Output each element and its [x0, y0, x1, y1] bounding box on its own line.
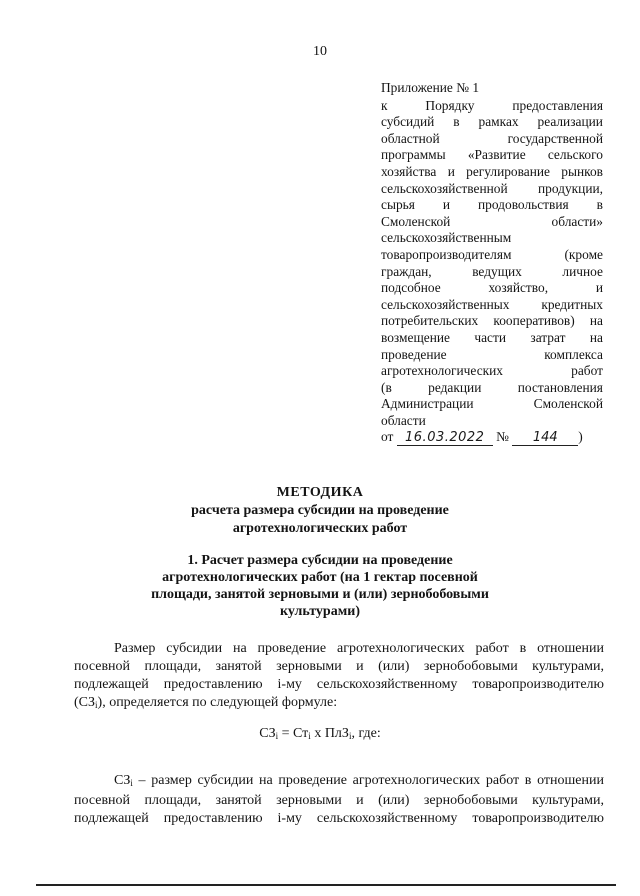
appendix-word: Порядку: [425, 97, 475, 113]
appendix-line: [381, 413, 603, 430]
section-heading-line: культурами): [280, 604, 360, 619]
appendix-word: сырья: [381, 197, 415, 213]
appendix-line: [381, 197, 603, 214]
document-title: [0, 484, 640, 538]
appendix-line: [381, 131, 603, 148]
para-1-line: Размер субсидии на проведение агротехнологических работ в отношении: [114, 641, 604, 656]
appendix-line: [381, 98, 603, 115]
appendix-word: Администрации: [381, 396, 474, 412]
appendix-line: [381, 181, 603, 198]
appendix-word: (кроме: [564, 246, 603, 262]
appendix-word: граждан,: [381, 263, 432, 279]
appendix-word: части: [474, 329, 507, 345]
appendix-line: [381, 313, 603, 330]
appendix-word: сельскохозяйственной: [381, 180, 508, 196]
appendix-header: [381, 80, 603, 446]
appendix-word: и: [447, 163, 455, 179]
appendix-word: продовольствия: [478, 197, 569, 213]
para-2-line: посевной площади, занятой зерновыми и (или) зернобобовыми культурами,: [74, 793, 604, 808]
appendix-word: ведущих: [472, 263, 522, 279]
formula-part: , где:: [351, 726, 381, 741]
para-2-line: подлежащей предоставлению i-му сельскохозяйственному товаропроизводителю: [74, 811, 604, 826]
appendix-line: [381, 380, 603, 397]
appendix-word: сельскохозяйственных: [381, 296, 510, 312]
appendix-reference: [381, 429, 603, 446]
appendix-line: [381, 347, 603, 364]
footer-divider: [36, 884, 616, 886]
appendix-word: потребительских: [381, 313, 479, 329]
para-1-line: [74, 694, 604, 714]
section-heading-line: 1. Расчет размера субсидии на проведение: [187, 553, 453, 568]
appendix-line: [381, 230, 603, 247]
appendix-word: Смоленской: [533, 396, 603, 412]
appendix-line: [381, 147, 603, 164]
appendix-word: кооперативов): [493, 313, 575, 329]
appendix-word: рамках: [478, 114, 519, 130]
appendix-word: реализации: [537, 114, 603, 130]
appendix-line: [381, 280, 603, 297]
appendix-word: товаропроизводителям: [381, 246, 512, 262]
appendix-word: субсидий: [381, 114, 435, 130]
appendix-line: [381, 330, 603, 347]
para-1-line: посевной площади, занятой зерновыми и (или) зернобобовыми культурами,: [74, 659, 604, 674]
appendix-line: [381, 114, 603, 131]
appendix-word: в: [453, 114, 460, 130]
appendix-word: областной: [381, 130, 440, 146]
handwritten-date: 16.03.2022: [397, 430, 493, 446]
appendix-title: Приложение № 1: [381, 80, 480, 95]
appendix-word: подсобное: [381, 280, 441, 296]
appendix-word: хозяйства: [381, 163, 437, 179]
appendix-word: области»: [551, 213, 603, 229]
appendix-line: [381, 264, 603, 281]
paragraph-2: [74, 772, 604, 828]
appendix-word: постановления: [517, 379, 603, 395]
page-number: 10: [313, 44, 327, 59]
appendix-line: [381, 363, 603, 380]
appendix-word: комплекса: [544, 346, 603, 362]
subscript: i: [130, 778, 133, 788]
appendix-word: хозяйство,: [488, 280, 549, 296]
section-heading-line: агротехнологических работ (на 1 гектар посевной: [162, 570, 478, 585]
appendix-word: предоставления: [512, 97, 603, 113]
appendix-line: [381, 247, 603, 264]
number-sign: №: [496, 429, 509, 445]
appendix-line: [381, 164, 603, 181]
subscript: i: [348, 731, 352, 741]
formula-part: х ПлЗ: [310, 726, 349, 741]
appendix-word: продукции,: [537, 180, 603, 196]
appendix-word: агротехнологических: [381, 363, 504, 379]
appendix-word: и: [595, 280, 603, 296]
section-heading: [150, 552, 490, 620]
appendix-word: государственной: [507, 130, 603, 146]
subscript: i: [308, 731, 311, 741]
appendix-word: к: [381, 97, 388, 113]
appendix-word: (в: [381, 379, 392, 395]
appendix-line: [381, 396, 603, 413]
appendix-word: области: [381, 412, 426, 428]
appendix-word: и: [442, 197, 451, 213]
appendix-word: редакции: [428, 379, 482, 395]
appendix-line: [381, 214, 603, 231]
appendix-word: затрат: [530, 329, 566, 345]
appendix-word: регулирование: [466, 163, 550, 179]
appendix-body: [381, 98, 603, 430]
appendix-word: программы: [381, 147, 446, 163]
appendix-word: на: [589, 313, 603, 329]
appendix-word: сельскохозяйственным: [381, 230, 512, 246]
appendix-word: Смоленской: [381, 213, 451, 229]
subscript: i: [275, 731, 279, 741]
formula-part: = Ст: [278, 726, 309, 741]
close-paren: ): [578, 429, 583, 445]
appendix-line: [381, 297, 603, 314]
appendix-word: в: [596, 197, 603, 213]
text-span: – размер субсидии на проведение агротехнологических работ в отношении: [132, 773, 604, 788]
title-line-2: расчета размера субсидии на проведение: [191, 503, 449, 518]
title-main: МЕТОДИКА: [276, 485, 364, 500]
appendix-word: кредитных: [541, 296, 603, 312]
appendix-word: работ: [571, 363, 603, 379]
appendix-word: «Развитие: [467, 147, 526, 163]
appendix-word: личное: [562, 263, 603, 279]
handwritten-number: 144: [512, 430, 578, 446]
para-2-line: [74, 772, 604, 792]
section-heading-line: площади, занятой зерновыми и (или) зернобобовыми: [151, 587, 489, 602]
appendix-word: на: [589, 329, 603, 345]
appendix-word: проведение: [381, 346, 447, 362]
subscript: i: [95, 700, 98, 710]
formula-part: СЗ: [259, 726, 276, 741]
from-prefix: от: [381, 429, 394, 445]
text-span: (СЗ: [74, 695, 96, 710]
formula: [0, 726, 640, 742]
appendix-word: сельского: [547, 147, 603, 163]
appendix-word: рынков: [561, 163, 603, 179]
appendix-word: возмещение: [381, 329, 450, 345]
para-1-line: подлежащей предоставлению i-му сельскохозяйственному товаропроизводителю: [74, 677, 604, 692]
text-span: СЗ: [114, 773, 131, 788]
text-span: ), определяется по следующей формуле:: [97, 695, 338, 710]
paragraph-1: [74, 640, 604, 714]
title-line-3: агротехнологических работ: [232, 521, 408, 536]
